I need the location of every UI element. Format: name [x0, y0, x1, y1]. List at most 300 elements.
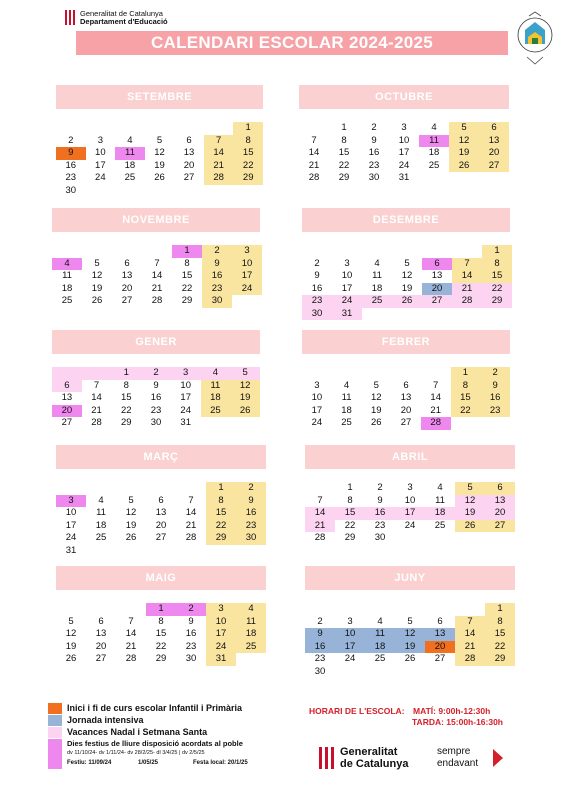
day-cell: 19 [65, 640, 77, 652]
day-cell: 7 [93, 379, 100, 391]
day-cell: 8 [206, 495, 236, 508]
day-cell: 27 [479, 160, 509, 173]
day-cell: 14 [151, 270, 163, 281]
gen-line-2: de Catalunya [340, 758, 409, 770]
day-cell: 2 [377, 482, 383, 493]
day-cell [52, 367, 82, 380]
day-cell: 13 [479, 135, 509, 148]
day-cell: 12 [91, 270, 103, 281]
day-cell: 2 [480, 367, 510, 380]
day-cell: 30 [65, 184, 77, 196]
day-cell: 30 [150, 417, 162, 428]
day-cell: 10 [335, 628, 365, 641]
day-cell: 19 [449, 147, 479, 160]
day-cell: 24 [65, 532, 77, 543]
day-cell: 17 [335, 641, 365, 654]
day-cell: 3 [407, 482, 413, 493]
day-cell: 4 [236, 603, 266, 616]
sempre-endavant-logo [437, 744, 507, 774]
day-cell: 30 [314, 665, 326, 677]
day-cell: 13 [95, 628, 107, 639]
day-cell: 30 [185, 653, 197, 664]
month-header: GENER [52, 330, 260, 354]
page-title: CALENDARI ESCOLAR 2024-2025 [76, 31, 508, 55]
day-cell: 6 [485, 482, 515, 495]
day-cell: 22 [120, 404, 132, 416]
day-cell: 14 [308, 147, 320, 158]
day-cell: 1 [206, 482, 236, 495]
day-cell: 22 [233, 160, 263, 173]
day-cell: 25 [124, 172, 136, 183]
legend-festa-local: Festa local: 20/1/25 [193, 760, 248, 766]
day-cell: 9 [371, 134, 377, 146]
day-cell: 13 [61, 392, 73, 403]
day-cell: 28 [151, 295, 163, 306]
day-cell: 5 [404, 257, 410, 269]
day-cell: 5 [128, 494, 134, 506]
legend-festiu: Festiu: 11/09/24 [67, 760, 112, 766]
day-cell: 4 [377, 615, 383, 627]
day-cell: 12 [449, 135, 479, 148]
day-cell: 6 [479, 122, 509, 135]
day-cell: 3 [97, 134, 103, 146]
day-cell: 12 [125, 507, 137, 518]
horari-label: HORARI DE L'ESCOLA: [309, 706, 405, 716]
day-cell: 22 [206, 520, 236, 533]
day-cell: 2 [317, 615, 323, 627]
day-cell: 31 [206, 653, 236, 666]
day-cell: 30 [302, 308, 332, 321]
month-header: ABRIL [305, 445, 515, 469]
day-cell: 11 [62, 270, 72, 281]
day-cell: 1 [482, 245, 512, 258]
day-cell: 23 [65, 172, 77, 183]
day-cell: 22 [451, 405, 481, 418]
day-cell: 9 [202, 258, 232, 271]
day-cell: 27 [155, 532, 167, 543]
day-cell: 9 [305, 628, 335, 641]
day-cell: 8 [482, 258, 512, 271]
day-cell: 31 [398, 172, 410, 183]
day-cell: 21 [91, 404, 102, 416]
day-cell: 15 [338, 147, 350, 158]
day-cell: 14 [185, 507, 197, 518]
month-header: NOVEMBRE [52, 208, 260, 232]
senyera-icon [318, 747, 334, 769]
day-cell: 12 [395, 628, 425, 641]
day-cell: 20 [479, 147, 509, 160]
day-cell: 21 [185, 519, 197, 531]
day-cell: 8 [233, 135, 263, 148]
day-cell: 24 [206, 641, 236, 654]
day-cell: 10 [341, 270, 353, 281]
day-cell: 20 [52, 405, 82, 418]
day-cell: 20 [400, 404, 412, 416]
day-cell: 11 [435, 494, 445, 506]
day-cell: 4 [437, 482, 443, 493]
day-cell: 22 [338, 159, 350, 171]
day-cell: 24 [398, 159, 410, 171]
day-cell: 27 [183, 172, 195, 183]
day-cell: 28 [91, 417, 102, 428]
day-cell: 7 [154, 257, 160, 269]
day-cell: 5 [407, 615, 413, 627]
day-cell: 10 [206, 616, 236, 629]
month-header: MARÇ [56, 445, 266, 469]
day-cell: 30 [368, 172, 380, 183]
day-cell: 20 [425, 641, 455, 654]
day-cell: 30 [202, 295, 232, 308]
day-cell: 20 [155, 519, 167, 531]
day-cell: 23 [236, 520, 266, 533]
day-cell: 12 [230, 380, 260, 393]
day-cell: 22 [485, 641, 515, 654]
day-cell: 15 [233, 147, 263, 160]
day-cell: 18 [425, 507, 455, 520]
day-cell: 18 [341, 404, 352, 416]
day-cell: 13 [431, 270, 443, 281]
day-cell: 6 [403, 379, 409, 391]
day-cell: 16 [365, 507, 395, 520]
day-cell: 8 [158, 615, 164, 627]
day-cell: 17 [232, 270, 262, 283]
gov-line-2: Departament d'Educació [80, 17, 168, 26]
day-cell: 20 [422, 283, 452, 296]
day-cell: 3 [171, 367, 201, 380]
senyera-icon [64, 10, 76, 25]
day-cell: 3 [232, 245, 262, 258]
day-cell: 14 [125, 628, 137, 639]
day-cell: 13 [155, 507, 167, 518]
day-cell: 26 [449, 160, 479, 173]
legend-jornada: Jornada intensiva [67, 715, 144, 725]
day-cell: 31 [332, 308, 362, 321]
day-cell: 11 [236, 616, 266, 629]
day-cell: 5 [449, 122, 479, 135]
day-cell: 15 [181, 270, 193, 281]
legend-festius-dates: dv 11/10/24- dv 1/11/24- dv 28/2/25- dl 3/4/25 | dv 2/5/25 [67, 750, 205, 756]
legend-swatch-jornada [48, 715, 62, 726]
day-cell: 22 [181, 282, 193, 294]
day-cell: 10 [311, 392, 323, 403]
day-cell: 18 [124, 159, 136, 171]
day-cell: 28 [125, 653, 137, 664]
day-cell: 28 [185, 532, 197, 543]
day-cell: 24 [180, 404, 191, 416]
day-cell: 6 [124, 257, 130, 269]
day-cell: 17 [95, 159, 106, 171]
day-cell: 6 [437, 615, 443, 627]
arrow-right-icon [493, 749, 503, 767]
day-cell: 19 [125, 519, 137, 531]
day-cell: 14 [455, 628, 485, 641]
day-cell: 1 [233, 122, 263, 135]
day-cell: 14 [430, 392, 441, 403]
day-cell: 6 [158, 494, 164, 506]
day-cell: 18 [236, 628, 266, 641]
month-header: FEBRER [302, 330, 510, 354]
day-cell: 27 [485, 520, 515, 533]
day-cell: 24 [232, 283, 262, 296]
day-cell: 12 [455, 495, 485, 508]
day-cell: 19 [455, 507, 485, 520]
legend-festius: Dies festius de lliure disposició acordats al poble [67, 739, 243, 748]
day-cell: 10 [398, 134, 410, 146]
day-cell: 31 [180, 417, 191, 428]
day-cell: 12 [370, 392, 382, 403]
legend-vacances: Vacances Nadal i Setmana Santa [67, 727, 208, 737]
day-cell: 16 [480, 392, 510, 405]
day-cell: 24 [344, 653, 356, 664]
day-cell: 29 [155, 653, 167, 664]
day-cell: 5 [373, 379, 379, 391]
day-cell: 17 [398, 147, 410, 158]
day-cell: 13 [121, 270, 133, 281]
day-cell: 14 [305, 507, 335, 520]
day-cell: 5 [455, 482, 485, 495]
generalitat-header-logo [64, 8, 224, 30]
day-cell: 2 [68, 134, 74, 146]
day-cell: 21 [204, 160, 234, 173]
day-cell: 11 [365, 628, 395, 641]
day-cell: 27 [121, 295, 133, 306]
day-cell: 17 [206, 628, 236, 641]
day-cell: 4 [127, 134, 133, 146]
day-cell: 4 [343, 379, 350, 391]
day-cell: 13 [425, 628, 455, 641]
sempre-line-2: endavant [437, 758, 479, 769]
day-cell: 3 [206, 603, 236, 616]
day-cell: 7 [311, 134, 317, 146]
day-cell: 13 [485, 495, 515, 508]
day-cell: 28 [314, 532, 326, 543]
day-cell: 25 [201, 405, 231, 418]
day-cell: 8 [485, 616, 515, 629]
legend-swatch-festius [48, 739, 62, 769]
day-cell: 26 [370, 417, 382, 428]
day-cell: 10 [180, 379, 191, 391]
day-cell: 28 [204, 172, 234, 185]
month-header: DESEMBRE [302, 208, 510, 232]
day-cell: 3 [347, 615, 353, 627]
day-cell: 21 [455, 641, 485, 654]
day-cell: 23 [150, 404, 162, 416]
day-cell: 25 [95, 532, 107, 543]
day-cell: 26 [65, 653, 77, 664]
day-cell: 23 [374, 519, 386, 531]
day-cell: 27 [422, 295, 452, 308]
day-cell: 28 [421, 417, 451, 430]
day-cell: 22 [482, 283, 512, 296]
day-cell: 18 [365, 641, 395, 654]
day-cell: 9 [377, 494, 383, 506]
day-cell: 3 [314, 379, 320, 391]
day-cell: 18 [428, 147, 440, 158]
day-cell: 15 [206, 507, 236, 520]
day-cell: 10 [65, 507, 77, 518]
day-cell: 28 [455, 653, 485, 666]
day-cell: 9 [480, 380, 510, 393]
school-logo-icon [515, 8, 555, 68]
day-cell: 11 [201, 380, 231, 393]
day-cell: 11 [96, 507, 106, 518]
month-header: OCTUBRE [299, 85, 509, 109]
day-cell: 8 [184, 257, 190, 269]
day-cell: 19 [230, 392, 260, 405]
day-cell: 14 [91, 392, 102, 403]
day-cell: 17 [341, 282, 353, 294]
generalitat-footer-logo [318, 744, 418, 774]
day-cell: 18 [95, 519, 107, 531]
day-cell: 11 [115, 147, 145, 160]
day-cell: 2 [202, 245, 232, 258]
day-cell: 25 [61, 295, 73, 306]
legend-festiu-date2: 1/05/25 [138, 760, 159, 766]
day-cell: 27 [95, 653, 107, 664]
day-cell: 4 [98, 494, 104, 506]
day-cell: 3 [56, 495, 86, 508]
day-cell: 20 [121, 282, 133, 294]
day-cell: 7 [128, 615, 134, 627]
day-cell: 20 [95, 640, 107, 652]
day-cell: 2 [141, 367, 171, 380]
day-cell: 21 [452, 283, 482, 296]
day-cell: 9 [314, 270, 320, 281]
day-cell: 4 [431, 122, 437, 133]
day-cell: 4 [52, 258, 82, 271]
day-cell: 25 [434, 519, 446, 531]
day-cell: 29 [482, 295, 512, 308]
day-cell: 29 [344, 532, 356, 543]
day-cell: 23 [314, 653, 326, 664]
day-cell: 22 [155, 640, 167, 652]
day-cell: 12 [65, 628, 77, 639]
day-cell: 24 [95, 172, 106, 183]
day-cell: 17 [65, 519, 77, 531]
day-cell: 18 [201, 392, 231, 405]
day-cell: 15 [485, 628, 515, 641]
day-cell: 14 [452, 270, 482, 283]
day-cell: 1 [146, 603, 176, 616]
day-cell: 19 [395, 641, 425, 654]
day-cell: 4 [201, 367, 231, 380]
day-cell: 2 [176, 603, 206, 616]
day-cell: 5 [230, 367, 260, 380]
day-cell: 26 [392, 295, 422, 308]
day-cell: 19 [154, 159, 165, 171]
day-cell: 11 [372, 270, 382, 281]
day-cell: 19 [91, 282, 103, 294]
day-cell: 15 [120, 392, 132, 403]
day-cell: 11 [341, 392, 352, 403]
day-cell: 25 [428, 159, 440, 171]
day-cell: 3 [401, 122, 407, 133]
day-cell: 25 [362, 295, 392, 308]
day-cell [82, 367, 112, 380]
legend-swatch-vacances [48, 727, 62, 738]
day-cell: 7 [455, 616, 485, 629]
day-cell: 7 [317, 494, 323, 506]
day-cell: 16 [202, 270, 232, 283]
day-cell: 2 [314, 257, 320, 269]
day-cell: 24 [404, 519, 416, 531]
gen-line-1: Generalitat [340, 746, 398, 758]
day-cell: 16 [305, 641, 335, 654]
day-cell: 1 [172, 245, 202, 258]
day-cell: 29 [206, 532, 236, 545]
legend-swatch-inici [48, 703, 62, 714]
day-cell: 13 [400, 392, 412, 403]
day-cell: 26 [455, 520, 485, 533]
day-cell: 15 [482, 270, 512, 283]
day-cell: 16 [185, 628, 197, 639]
horari-mati: MATÍ: 9:00h-12:30h [413, 706, 491, 716]
day-cell: 2 [236, 482, 266, 495]
day-cell: 17 [180, 392, 191, 403]
day-cell: 1 [347, 482, 353, 493]
day-cell: 21 [125, 640, 137, 652]
day-cell: 16 [311, 282, 323, 294]
day-cell: 15 [451, 392, 481, 405]
day-cell: 5 [68, 615, 74, 627]
day-cell: 21 [308, 159, 320, 171]
day-cell: 26 [91, 295, 103, 306]
day-cell: 27 [434, 653, 446, 664]
day-cell: 23 [202, 283, 232, 296]
day-cell: 15 [335, 507, 365, 520]
day-cell: 8 [451, 380, 481, 393]
day-cell: 1 [341, 122, 347, 133]
day-cell: 20 [485, 507, 515, 520]
month-header: JUNY [305, 566, 515, 590]
day-cell: 6 [186, 134, 192, 146]
day-cell: 6 [52, 380, 82, 393]
day-cell: 31 [65, 544, 77, 556]
day-cell: 7 [433, 379, 439, 391]
day-cell: 9 [236, 495, 266, 508]
day-cell: 17 [311, 404, 323, 416]
legend-inici: Inici i fi de curs escolar Infantil i Primària [67, 703, 243, 713]
day-cell: 6 [422, 258, 452, 271]
day-cell: 7 [188, 494, 194, 506]
day-cell: 25 [374, 653, 386, 664]
day-cell: 12 [154, 147, 165, 158]
day-cell: 19 [370, 404, 382, 416]
day-cell: 24 [332, 295, 362, 308]
day-cell: 5 [94, 257, 100, 269]
day-cell: 1 [111, 367, 141, 380]
day-cell: 17 [395, 507, 425, 520]
day-cell: 23 [480, 405, 510, 418]
day-cell: 16 [368, 147, 380, 158]
day-cell: 16 [150, 392, 162, 403]
day-cell: 29 [120, 417, 132, 428]
day-cell: 1 [451, 367, 481, 380]
day-cell: 19 [401, 282, 413, 294]
day-cell: 16 [236, 507, 266, 520]
day-cell: 23 [185, 640, 197, 652]
horari-tarda: TARDA: 15:00h-16:30h [412, 717, 504, 727]
month-header: SETEMBRE [56, 85, 263, 109]
sempre-line-1: sempre [437, 746, 471, 757]
day-cell: 7 [204, 135, 234, 148]
day-cell: 28 [308, 172, 320, 183]
day-cell: 10 [95, 147, 106, 158]
day-cell: 27 [400, 417, 412, 428]
day-cell: 6 [98, 615, 104, 627]
day-cell: 1 [485, 603, 515, 616]
gov-line-1: Generalitat de Catalunya [80, 9, 163, 18]
